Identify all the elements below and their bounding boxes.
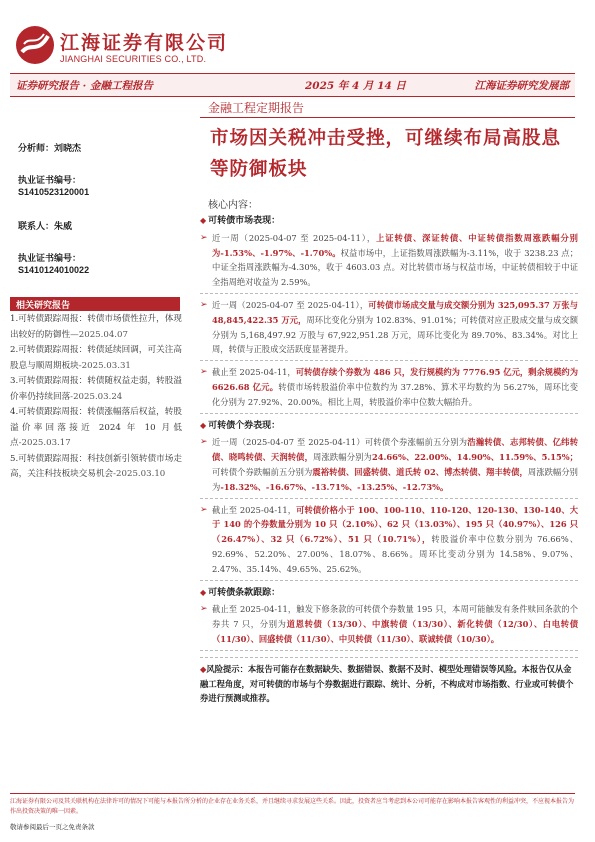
arrow-icon: ➢ bbox=[200, 299, 208, 310]
logo-english-name: JIANGHAI SECURITIES CO., LTD. bbox=[60, 54, 207, 64]
header-bar bbox=[10, 73, 575, 97]
risk-warning: ◆风险提示：本报告可能存在数据缺失、数据错误、数据不及时、模型处理错误等风险。本报告仅从金融工程角度，对可转债的市场与个券数据进行跟踪、统计、分析，不构成对市场指数、行业或可转债个券进行预测或推荐。 bbox=[200, 657, 578, 706]
core-content-title: 核心内容： bbox=[208, 200, 258, 211]
core-content bbox=[200, 210, 578, 706]
related-report-item[interactable]: 1.可转债跟踪周报：转债市场债性拉升，体现出较好的防御性—2025.04.07 bbox=[10, 314, 182, 340]
company-logo-icon bbox=[14, 24, 56, 66]
analyst-2: 联系人：朱威 bbox=[18, 222, 73, 232]
paragraph: ➢ 近一周（2025-04-07 至 2025-04-11），上证转债、深证转债、中证转债指数周涨跌幅分别为-1.53%、-1.97%、-1.70%。权益市场中，上证指数周涨跌幅为-3.11%，收于 3238.23 点；中证全指周涨跌幅为-4.30%，收于 4603.03 点。对比转债市场与权益市场，中证转债相较于中证全指周绝对收益为 2.59%。 bbox=[200, 231, 578, 294]
report-date: 2025 年 4 月 14 日 bbox=[305, 80, 406, 92]
footer-disclaimer-link: 敬请参阅最后一页之免责条款 bbox=[10, 823, 95, 831]
arrow-icon: ➢ bbox=[200, 437, 208, 448]
diamond-icon: ◆ bbox=[200, 663, 207, 674]
related-report-item[interactable]: 2.可转债跟踪周报：转债延续回调，可关注高股息与顺周期板块-2025.03.31 bbox=[10, 345, 182, 371]
related-reports-heading: 相关研究报告 bbox=[10, 297, 180, 311]
divider bbox=[200, 117, 575, 118]
report-category: 证券研究报告 · 金融工程报告 bbox=[16, 80, 153, 92]
section-heading: ◆ 可转债市场表现： bbox=[200, 215, 281, 226]
paragraph: ➢ 近一周（2025-04-07 至 2025-04-11），可转债市场成交量与成交额分别为 325,095.37 万张与 48,845,422.35 万元，周环比变化分别为 102.83%、91.01%；可转债对应正股成交量与成交额分别为 5,168,497.92 万股与 67,922,951.28 万元，周环比变化为 89.70%、83.34%。对比上周，转债与正股成交活跃度显著提升。 bbox=[200, 298, 578, 361]
section-heading: ◆ 可转债个券表现： bbox=[200, 419, 281, 431]
paragraph: ➢ 截止至 2025-04-11，可转债价格小于 100、100-110、110-120、120-130、130-140、大于 140 的个券数量分别为 10 只（2.10%）、62 只（13.03%）、195 只（40.97%）、126 只（26.47%）、32 只（6.72%）、51 只（10.71%），转股溢价率中位数分别为 76.66%、92.69%、52.20%、27.00%、18.07%、8.66%。周环比变动分别为 14.58%、9.07%、2.47%、35.14%、49.65%、25.62%。 bbox=[200, 503, 578, 581]
analyst-1-cert: S1410523120001 bbox=[18, 187, 90, 197]
arrow-icon: ➢ bbox=[200, 604, 208, 615]
department: 江海证券研究发展部 bbox=[474, 80, 569, 92]
related-report-item[interactable]: 5.可转债跟踪周报：科技创新引领转债市场走高，关注科技板块交易机会-2025.03.10 bbox=[10, 453, 182, 479]
arrow-icon: ➢ bbox=[200, 232, 208, 243]
section-heading: ◆ 可转债条款跟踪： bbox=[200, 586, 281, 598]
analyst-1-cert-label: 执业证书编号： bbox=[18, 176, 82, 186]
analyst-2-cert-label: 执业证书编号： bbox=[18, 254, 82, 264]
diamond-icon: ◆ bbox=[200, 586, 207, 597]
arrow-icon: ➢ bbox=[200, 367, 208, 378]
report-title: 市场因关税冲击受挫，可继续布局高股息等防御板块 bbox=[210, 128, 562, 180]
paragraph: ➢ 截止至 2025-04-11，可转债存续个券数为 486 只，发行规模约为 7776.95 亿元，剩余规模约为 6626.68 亿元。转债市场转股溢价率中位数约为 37.28%、算术平均数约为 56.27%，周环比变化分别为 27.92%、20.00%。相比上周，转股溢价率中位数大幅抬升。 bbox=[200, 365, 578, 413]
arrow-icon: ➢ bbox=[200, 504, 208, 515]
footer-divider bbox=[10, 793, 575, 794]
analyst-2-cert: S1410124010022 bbox=[18, 265, 90, 275]
diamond-icon: ◆ bbox=[200, 419, 207, 430]
diamond-icon: ◆ bbox=[200, 215, 207, 225]
paragraph: ➢ 截止至 2025-04-11，触发下修条款的可转债个券数量 195 只，本周可能触发有条件赎回条款的个券共 7 只，分别为道恩转债（13/30）、中旗转债（13/30）、新化转债（12/30）、白电转债（11/30）、回盛转债（11/30）、中贝转债（11/30）、联诚转债（10/30）。 bbox=[200, 602, 578, 650]
footer-disclaimer: 江海证券有限公司及其关联机构在法律许可的情况下可能与本报告所分析的企业存在业务关系，并且继续寻求发展这些关系。因此，投资者应当考虑到本公司可能存在影响本报告客观性的利益冲突，不应视本报告为作出投资决策的唯一因素。 bbox=[10, 798, 575, 815]
logo-chinese-name: 江海证券有限公司 bbox=[60, 32, 229, 54]
related-report-item[interactable]: 4.可转债跟踪周报：转债涨幅落后权益，转股溢价率回落接近 2024 年 10 月低点-2025.03.17 bbox=[10, 407, 182, 448]
analyst-1: 分析师：刘晓杰 bbox=[18, 144, 82, 154]
related-report-item[interactable]: 3.可转债跟踪周报：转债随权益走弱，转股溢价率仍持续回落-2025.03.24 bbox=[10, 376, 182, 402]
related-report-list bbox=[10, 312, 182, 483]
report-type: 金融工程定期报告 bbox=[208, 101, 305, 115]
paragraph: ➢ 近一周（2025-04-07 至 2025-04-11）可转债个券涨幅前五分别为浩瀚转债、志邦转债、亿纬转债、晓鸣转债、天润转债，周涨跌幅分别为24.66%、22.00%、14.90%、11.59%、5.15%；可转债个券跌幅前五分别为震裕转债、回盛转债、道氏转 02、博杰转债、翔丰转债，周涨跌幅分别为-18.32%、-16.67%、-13.71%、-13.25%、-12.73%。 bbox=[200, 435, 578, 498]
